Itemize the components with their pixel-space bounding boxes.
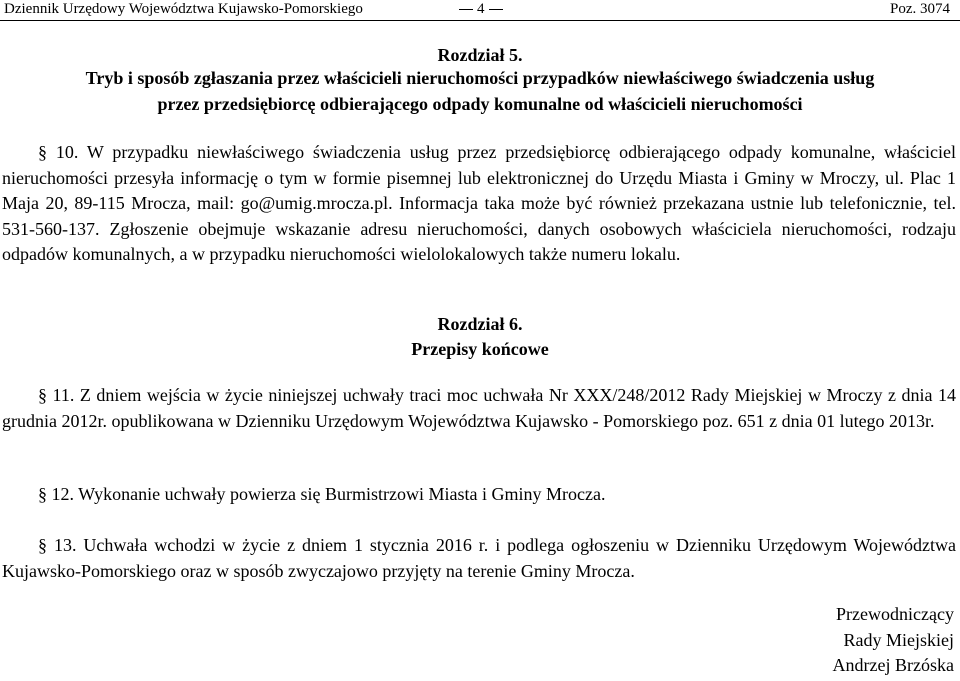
paragraph-11-text: § 11. Z dniem wejścia w życie niniejszej uchwały traci moc uchwała Nr XXX/248/2012 Rady Miejskiej w Mroczy z dnia 14 grudnia 2012r. opublikowana w Dzienniku Urzędowym Województwa Kujawsko - Pomorskiego poz. 651 z dnia 01 lutego 2013r. bbox=[2, 385, 956, 431]
chapter-5-subtitle-line-2: przez przedsiębiorcę odbierającego odpady komunalne od właścicieli nieruchomości bbox=[157, 94, 803, 114]
paragraph-12 bbox=[2, 482, 956, 508]
paragraph-11 bbox=[2, 383, 956, 434]
position-number: Poz. 3074 bbox=[890, 1, 950, 17]
paragraph-10-text: § 10. W przypadku niewłaściwego świadczenia usług przez przedsiębiorcę odbierającego odpady komunalne, właściciel nieruchomości przesyła informację o tym w formie pisemnej lub elektronicznej do Urzędu Miasta i Gminy w Mroczy, ul. Plac 1 Maja 20, 89-115 Mrocza, mail: go@umig.mrocza.pl. Informacja taka może być również przekazana ustnie lub telefonicznie, tel. 531-560-137. Zgłoszenie obejmuje wskazanie adresu nieruchomości, danych osobowych właściciela nieruchomości, rodzaju odpadów komunalnych, a w przypadku nieruchomości wielolokalowych także numeru lokalu. bbox=[2, 142, 956, 264]
signature-name: Andrzej Brzóska bbox=[832, 655, 954, 675]
paragraph-13-text: § 13. Uchwała wchodzi w życie z dniem 1 stycznia 2016 r. i podlega ogłoszeniu w Dzienniku Urzędowym Województwa Kujawsko-Pomorskiego oraz w sposób zwyczajowo przyjęty na terenie Gminy Mrocza. bbox=[2, 535, 956, 581]
chapter-5-subtitle-line-1: Tryb i sposób zgłaszania przez właścicieli nieruchomości przypadków niewłaściwego świadczenia usług bbox=[85, 68, 875, 88]
paragraph-13 bbox=[2, 533, 956, 584]
signature-body: Rady Miejskiej bbox=[843, 629, 954, 650]
chapter-6-subtitle: Przepisy końcowe bbox=[411, 339, 549, 359]
page-header bbox=[0, 0, 960, 22]
paragraph-10 bbox=[2, 140, 956, 268]
page-number: 4 bbox=[455, 0, 507, 18]
chapter-5-title: Rozdział 5. bbox=[437, 45, 523, 65]
paragraph-12-text: § 12. Wykonanie uchwały powierza się Burmistrzowi Miasta i Gminy Mrocza. bbox=[38, 484, 606, 504]
header-divider bbox=[0, 20, 960, 21]
chapter-6-title: Rozdział 6. bbox=[437, 314, 523, 334]
signature-block bbox=[833, 602, 954, 679]
signature-role: Przewodniczący bbox=[836, 604, 954, 624]
publication-title: Dziennik Urzędowy Województwa Kujawsko-Pomorskiego bbox=[4, 1, 363, 17]
